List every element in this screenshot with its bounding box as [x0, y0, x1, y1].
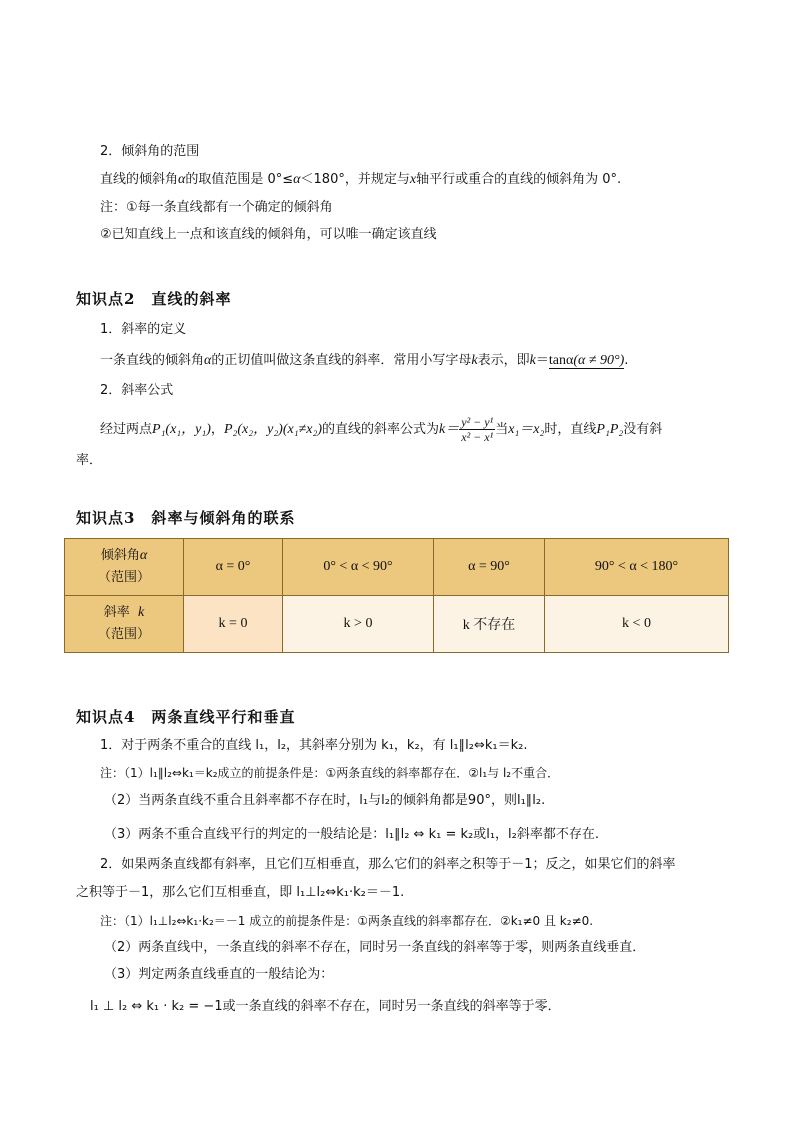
table-cell: α = 90°	[434, 539, 545, 596]
perpendicular-condition-a: 2．如果两条直线都有斜率，且它们互相垂直，那么它们的斜率之积等于－1；反之，如果它们的斜率	[100, 857, 676, 872]
perpendicular-condition-b: 之积等于－1，那么它们互相垂直，即 l₁⊥l₂⇔k₁·k₂＝－1.	[76, 885, 405, 900]
perpendicular-note-2: （2）两条直线中，一条直线的斜率不存在，同时另一条直线的斜率等于零，则两条直线垂直．	[104, 940, 646, 955]
slope-inclination-table	[64, 538, 729, 653]
table-cell: k = 0	[184, 596, 283, 653]
slope-definition: 一条直线的倾斜角α的正切值叫做这条直线的斜率．常用小写字母k表示，即k＝tanα(α ≠ 90°).	[100, 353, 629, 368]
table-cell: k < 0	[545, 596, 729, 653]
range-note-2: ②已知直线上一点和该直线的倾斜角，可以唯一确定该直线	[100, 227, 437, 242]
row-label-slope: 斜率 k （范围）	[65, 596, 184, 653]
range-heading: 2．倾斜角的范围	[100, 144, 200, 159]
section-title-4: 知识点4 两条直线平行和垂直	[76, 708, 296, 726]
slope-formula: 经过两点P₁(x₁，y₁)，P₂(x₂，y₂)(x₁≠x₂)的直线的斜率公式为k＝ $\frac{\text{y² − y¹}}{\text{x² − x¹}}$ 当x₁＝x₂时，直线P₁P₂没有斜	[100, 415, 663, 444]
parallel-note-2: （2）当两条直线不重合且斜率都不存在时，l₁与l₂的倾斜角都是90°，则l₁∥l₂.	[104, 793, 546, 808]
section-title-2: 知识点2 直线的斜率	[76, 290, 232, 308]
table-cell: k 不存在	[434, 596, 545, 653]
table-row-slope	[65, 596, 729, 653]
section-title-3: 知识点3 斜率与倾斜角的联系	[76, 509, 296, 527]
slope-formula-heading: 2．斜率公式	[100, 383, 174, 398]
table-cell: α = 0°	[184, 539, 283, 596]
parallel-condition: 1．对于两条不重合的直线 l₁，l₂，其斜率分别为 k₁，k₂，有 l₁∥l₂⇔k₁＝k₂.	[100, 738, 528, 753]
range-statement: 直线的倾斜角α的取值范围是 0°≤α＜180°，并规定与x轴平行或重合的直线的倾斜角为 0°.	[100, 172, 622, 187]
parallel-note-1: 注：（1）l₁∥l₂⇔k₁＝k₂成立的前提条件是：①两条直线的斜率都存在．②l₁与 l₂不重合．	[100, 766, 560, 780]
parallel-note-3: （3）两条不重合直线平行的判定的一般结论是：l₁∥l₂ ⇔ k₁ = k₂或l₁，l₂斜率都不存在.	[104, 827, 599, 842]
perpendicular-general-conclusion: l₁ ⊥ l₂ ⇔ k₁ · k₂ = −1或一条直线的斜率不存在，同时另一条直线的斜率等于零．	[90, 999, 561, 1014]
range-note-1: 注：①每一条直线都有一个确定的倾斜角	[100, 200, 333, 215]
table-row-inclination	[65, 539, 729, 596]
slope-definition-heading: 1．斜率的定义	[100, 322, 187, 337]
table-cell: k > 0	[283, 596, 434, 653]
perpendicular-note-3: （3）判定两条直线垂直的一般结论为：	[104, 967, 334, 982]
table-cell: 90° < α < 180°	[545, 539, 729, 596]
perpendicular-note-1: 注：（1）l₁⊥l₂⇔k₁·k₂＝－1 成立的前提条件是：①两条直线的斜率都存在．②k₁≠0 且 k₂≠0.	[100, 914, 594, 928]
slope-formula-continued: 率．	[76, 453, 103, 468]
row-label-inclination: 倾斜角α （范围）	[65, 539, 184, 596]
table-cell: 0° < α < 90°	[283, 539, 434, 596]
slope-fraction: $\frac{\text{y² − y¹}}{\text{x² − x¹}}$	[461, 415, 494, 444]
